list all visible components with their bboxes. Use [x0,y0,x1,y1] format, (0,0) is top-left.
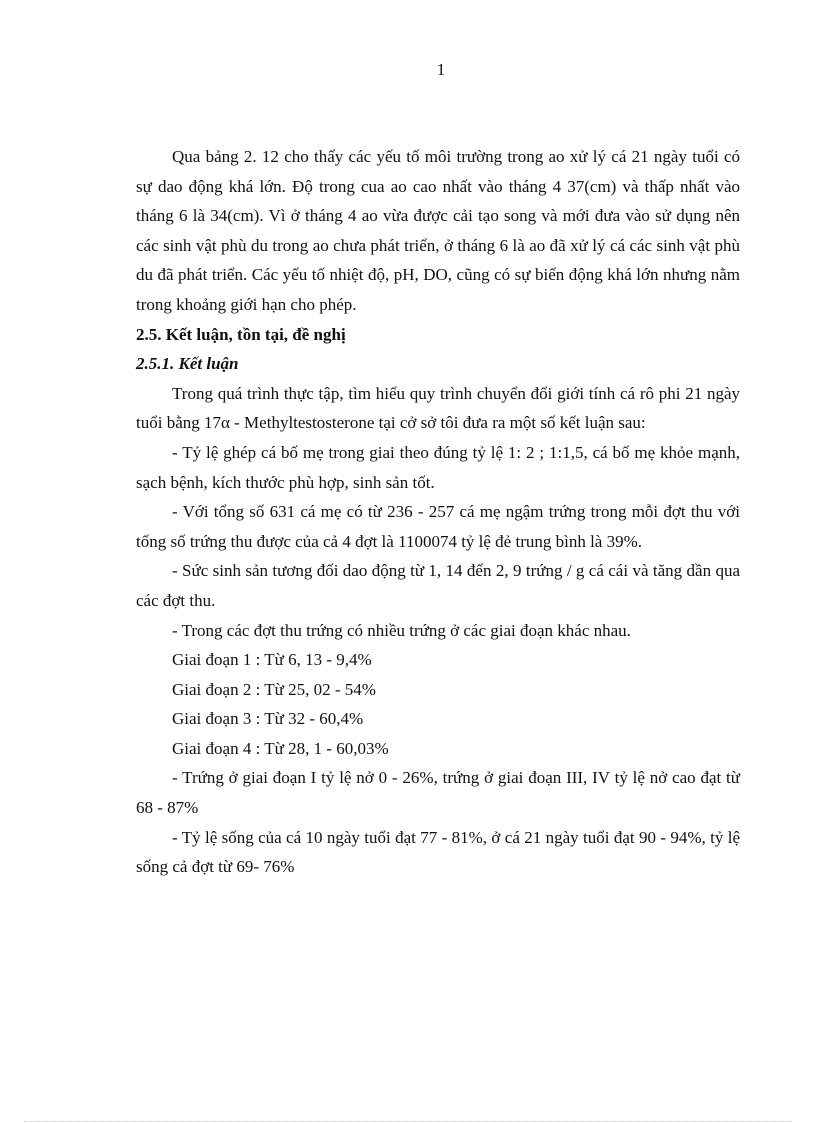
conclusion-intro-paragraph: Trong quá trình thực tập, tìm hiểu quy trình chuyển đổi giới tính cá rô phi 21 ngày tuổi bằng 17α - Methyltestosterone tại cở sở tôi đưa ra một số kết luận sau: [136,383,740,433]
page-number: 1 [436,60,446,79]
conclusion-item-6: - Tỷ lệ sống của cá 10 ngày tuổi đạt 77 - 81%, ở cá 21 ngày tuổi đạt 90 - 94%, tỷ lệ sống cả đợt từ 69- 76% [136,827,740,877]
stage-line-3: Giai đoạn 3 : Từ 32 - 60,4% [172,709,364,729]
document-body [136,142,740,882]
intro-paragraph: Qua bảng 2. 12 cho thấy các yếu tố môi trường trong ao xử lý cá 21 ngày tuổi có sự dao động khá lớn. Độ trong cua ao cao nhất vào tháng 4 37(cm) và thấp nhất vào tháng 6 là 34(cm). Vì ở tháng 4 ao vừa được cải tạo song và mới đưa vào sử dụng nên các sinh vật phù du trong ao chưa phát triển, ở tháng 6 là ao đã xử lý cá các sinh vật phù du đã phát triển. Các yếu tố nhiệt độ, pH, DO, cũng có sự biến động khá lớn nhưng nằm trong khoảng giới hạn cho phép. [136,147,740,314]
conclusion-item-4: - Trong các đợt thu trứng có nhiều trứng ở các giai đoạn khác nhau. [172,620,631,640]
stage-line-1: Giai đoạn 1 : Từ 6, 13 - 9,4% [172,650,372,670]
stage-line-4: Giai đoạn 4 : Từ 28, 1 - 60,03% [172,738,389,758]
section-heading: 2.5. Kết luận, tồn tại, đề nghị [136,324,346,344]
conclusion-item-1: - Tỷ lệ ghép cá bố mẹ trong giai theo đúng tỷ lệ 1: 2 ; 1:1,5, cá bố mẹ khỏe mạnh, sạch bệnh, kích thước phù hợp, sinh sản tốt. [136,442,740,492]
stage-line-2: Giai đoạn 2 : Từ 25, 02 - 54% [172,679,376,699]
conclusion-item-2: - Với tổng số 631 cá mẹ có từ 236 - 257 cá mẹ ngậm trứng trong mỗi đợt thu với tổng số trứng thu được của cả 4 đợt là 1100074 tỷ lệ đẻ trung bình là 39%. [136,502,740,551]
conclusion-item-3: - Sức sinh sản tương đối dao động từ 1, 14 đến 2, 9 trứng / g cá cái và tăng dần qua các đợt thu. [136,561,740,610]
page-bottom-divider [24,1121,792,1122]
subsection-heading: 2.5.1. Kết luận [136,354,239,374]
conclusion-item-5: - Trứng ở giai đoạn I tỷ lệ nở 0 - 26%, trứng ở giai đoạn III, IV tỷ lệ nở cao đạt từ 68 - 87% [136,768,740,818]
